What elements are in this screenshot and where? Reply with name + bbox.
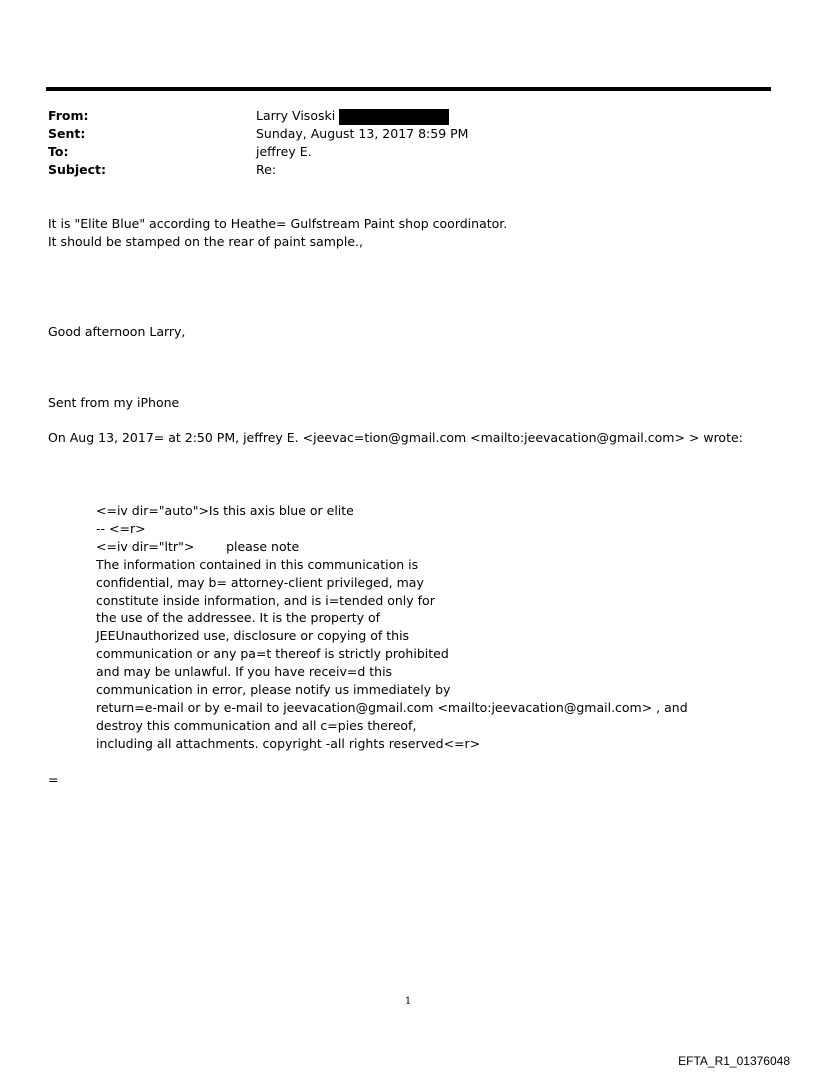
greeting: Good afternoon Larry,: [48, 324, 186, 339]
from-value: [256, 107, 449, 125]
subject-row: [48, 161, 748, 179]
redaction-box: [339, 109, 449, 125]
email-header: [48, 107, 748, 179]
header-divider: [46, 87, 771, 91]
quoted-message: [96, 502, 688, 753]
quoted-line: -- <=r>: [96, 520, 146, 536]
quoted-line: and may be unlawful. If you have receiv=d this: [96, 664, 393, 680]
quoted-line: return=e-mail or by e-mail to jeevacation@gmail.com <mailto:jeevacation@gmail.com> , and: [96, 699, 688, 715]
quoted-line: including all attachments. copyright -all rights reserved<=r>: [96, 735, 481, 751]
subject-value: Re:: [256, 162, 277, 177]
quoted-line: communication in error, please notify us immediately by: [96, 682, 451, 698]
body-line-1: It is "Elite Blue" according to Heathe= Gulfstream Paint shop coordinator.: [48, 216, 508, 231]
from-name: Larry Visoski: [256, 108, 336, 123]
quoted-line: The information contained in this communication is: [96, 556, 419, 572]
sent-row: [48, 125, 748, 143]
body-line-2: It should be stamped on the rear of paint sample.,: [48, 234, 363, 249]
trailing-equals: =: [48, 772, 59, 787]
page-number: 1: [404, 996, 412, 1007]
quoted-line: constitute inside information, and is i=tended only for: [96, 592, 435, 608]
sent-value: Sunday, August 13, 2017 8:59 PM: [256, 126, 469, 141]
to-value: jeffrey E.: [256, 144, 312, 159]
to-row: [48, 143, 748, 161]
quoted-line: JEEUnauthorized use, disclosure or copying of this: [96, 628, 410, 644]
document-id: EFTA_R1_01376048: [678, 1054, 790, 1068]
quoted-line: destroy this communication and all c=pies thereof,: [96, 717, 417, 733]
to-label: To:: [48, 144, 69, 159]
quoted-line: confidential, may b= attorney-client privileged, may: [96, 574, 424, 590]
subject-label: Subject:: [48, 162, 106, 177]
signature: Sent from my iPhone: [48, 395, 180, 410]
quoted-line: <=iv dir="auto">Is this axis blue or elite: [96, 503, 354, 518]
from-row: [48, 107, 748, 125]
quoted-line: <=iv dir="ltr"> please note: [96, 538, 300, 554]
sent-label: Sent:: [48, 126, 86, 141]
quoted-line: communication or any pa=t thereof is strictly prohibited: [96, 646, 449, 662]
reply-header: On Aug 13, 2017= at 2:50 PM, jeffrey E. <jeevac=tion@gmail.com <mailto:jeevacation@gmail.com> > wrote:: [48, 430, 743, 445]
from-label: From:: [48, 108, 89, 123]
quoted-line: the use of the addressee. It is the property of: [96, 610, 381, 626]
